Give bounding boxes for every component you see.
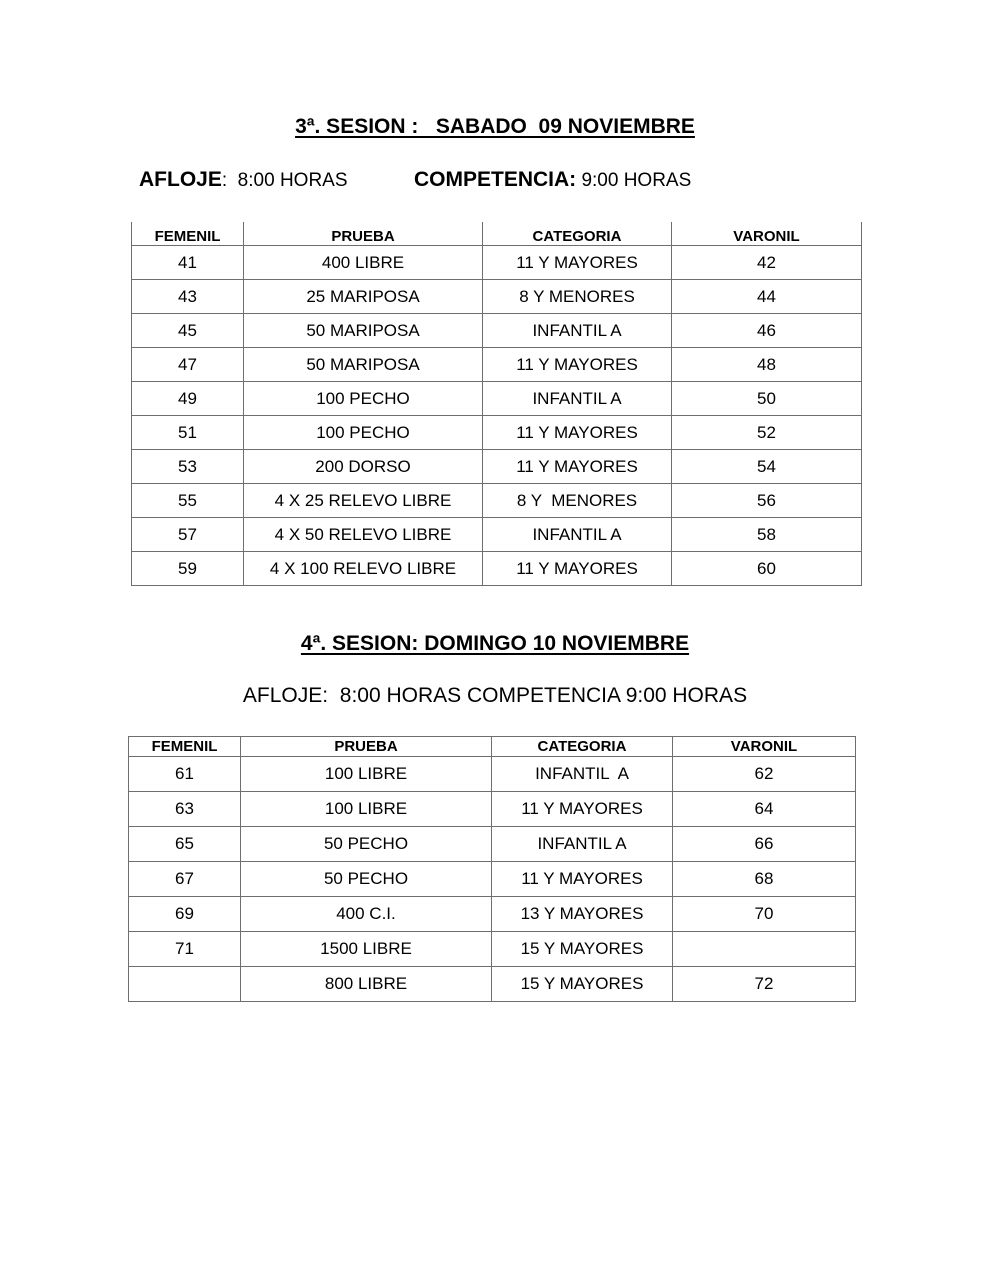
table-row bbox=[129, 792, 856, 827]
varonil-cell: 46 bbox=[672, 314, 862, 348]
femenil-cell: 67 bbox=[129, 862, 241, 897]
table-row bbox=[132, 552, 862, 586]
varonil-cell: 42 bbox=[672, 246, 862, 280]
header-prueba: PRUEBA bbox=[241, 737, 492, 757]
categoria-cell: 11 Y MAYORES bbox=[492, 792, 673, 827]
varonil-cell: 58 bbox=[672, 518, 862, 552]
prueba-cell: 4 X 50 RELEVO LIBRE bbox=[244, 518, 483, 552]
session-4-events-table bbox=[128, 736, 856, 1002]
femenil-cell: 53 bbox=[132, 450, 244, 484]
prueba-cell: 800 LIBRE bbox=[241, 967, 492, 1002]
table-row bbox=[129, 827, 856, 862]
varonil-cell: 56 bbox=[672, 484, 862, 518]
session-4-title: 4ª. SESION: DOMINGO 10 NOVIEMBRE bbox=[300, 632, 690, 655]
prueba-cell: 100 PECHO bbox=[244, 416, 483, 450]
prueba-cell: 1500 LIBRE bbox=[241, 932, 492, 967]
table-row bbox=[132, 450, 862, 484]
table-header-row bbox=[129, 737, 856, 757]
session-3-title: 3ª. SESION : SABADO 09 NOVIEMBRE bbox=[295, 115, 695, 138]
prueba-cell: 25 MARIPOSA bbox=[244, 280, 483, 314]
categoria-cell: INFANTIL A bbox=[483, 314, 672, 348]
varonil-cell: 44 bbox=[672, 280, 862, 314]
categoria-cell: INFANTIL A bbox=[492, 827, 673, 862]
header-varonil: VARONIL bbox=[672, 222, 862, 246]
varonil-cell: 52 bbox=[672, 416, 862, 450]
prueba-cell: 400 C.I. bbox=[241, 897, 492, 932]
femenil-cell: 61 bbox=[129, 757, 241, 792]
table-row bbox=[132, 348, 862, 382]
competencia-label: COMPETENCIA: bbox=[414, 168, 577, 191]
femenil-cell: 59 bbox=[132, 552, 244, 586]
session-3-competencia bbox=[414, 168, 691, 192]
afloje-label: AFLOJE bbox=[139, 168, 222, 191]
table-row bbox=[129, 862, 856, 897]
prueba-cell: 100 LIBRE bbox=[241, 757, 492, 792]
categoria-cell: 8 Y MENORES bbox=[483, 280, 672, 314]
femenil-cell: 51 bbox=[132, 416, 244, 450]
table-row bbox=[129, 932, 856, 967]
session-4-schedule: AFLOJE: 8:00 HORAS COMPETENCIA 9:00 HORAS bbox=[242, 684, 748, 707]
categoria-cell: 15 Y MAYORES bbox=[492, 932, 673, 967]
table-row bbox=[129, 757, 856, 792]
table-row bbox=[132, 314, 862, 348]
categoria-cell: 11 Y MAYORES bbox=[483, 246, 672, 280]
femenil-cell: 49 bbox=[132, 382, 244, 416]
femenil-cell: 41 bbox=[132, 246, 244, 280]
femenil-cell: 55 bbox=[132, 484, 244, 518]
categoria-cell: INFANTIL A bbox=[492, 757, 673, 792]
categoria-cell: 13 Y MAYORES bbox=[492, 897, 673, 932]
header-varonil: VARONIL bbox=[673, 737, 856, 757]
femenil-cell: 47 bbox=[132, 348, 244, 382]
table-row bbox=[132, 382, 862, 416]
session-3-events-table bbox=[131, 222, 862, 586]
femenil-cell bbox=[129, 967, 241, 1002]
varonil-cell: 60 bbox=[672, 552, 862, 586]
prueba-cell: 4 X 100 RELEVO LIBRE bbox=[244, 552, 483, 586]
table-row bbox=[129, 967, 856, 1002]
femenil-cell: 43 bbox=[132, 280, 244, 314]
varonil-cell: 64 bbox=[673, 792, 856, 827]
prueba-cell: 100 PECHO bbox=[244, 382, 483, 416]
varonil-cell: 72 bbox=[673, 967, 856, 1002]
varonil-cell: 62 bbox=[673, 757, 856, 792]
femenil-cell: 45 bbox=[132, 314, 244, 348]
categoria-cell: 11 Y MAYORES bbox=[483, 348, 672, 382]
prueba-cell: 50 PECHO bbox=[241, 827, 492, 862]
categoria-cell: INFANTIL A bbox=[483, 518, 672, 552]
prueba-cell: 4 X 25 RELEVO LIBRE bbox=[244, 484, 483, 518]
femenil-cell: 57 bbox=[132, 518, 244, 552]
session-3-afloje bbox=[139, 168, 348, 192]
categoria-cell: 11 Y MAYORES bbox=[492, 862, 673, 897]
categoria-cell: 11 Y MAYORES bbox=[483, 450, 672, 484]
prueba-cell: 50 MARIPOSA bbox=[244, 348, 483, 382]
varonil-cell: 70 bbox=[673, 897, 856, 932]
table-row bbox=[129, 897, 856, 932]
prueba-cell: 400 LIBRE bbox=[244, 246, 483, 280]
varonil-cell: 50 bbox=[672, 382, 862, 416]
prueba-cell: 100 LIBRE bbox=[241, 792, 492, 827]
prueba-cell: 50 MARIPOSA bbox=[244, 314, 483, 348]
varonil-cell: 68 bbox=[673, 862, 856, 897]
categoria-cell: 15 Y MAYORES bbox=[492, 967, 673, 1002]
categoria-cell: 11 Y MAYORES bbox=[483, 552, 672, 586]
table-row bbox=[132, 416, 862, 450]
afloje-time: : 8:00 HORAS bbox=[221, 170, 348, 191]
table-row bbox=[132, 280, 862, 314]
femenil-cell: 71 bbox=[129, 932, 241, 967]
table-header-row bbox=[132, 222, 862, 246]
table-row bbox=[132, 484, 862, 518]
varonil-cell: 48 bbox=[672, 348, 862, 382]
competencia-time: 9:00 HORAS bbox=[576, 170, 692, 191]
varonil-cell: 66 bbox=[673, 827, 856, 862]
femenil-cell: 69 bbox=[129, 897, 241, 932]
categoria-cell: 8 Y MENORES bbox=[483, 484, 672, 518]
header-categoria: CATEGORIA bbox=[492, 737, 673, 757]
prueba-cell: 50 PECHO bbox=[241, 862, 492, 897]
table-row bbox=[132, 246, 862, 280]
femenil-cell: 65 bbox=[129, 827, 241, 862]
header-femenil: FEMENIL bbox=[132, 222, 244, 246]
varonil-cell bbox=[673, 932, 856, 967]
header-femenil: FEMENIL bbox=[129, 737, 241, 757]
varonil-cell: 54 bbox=[672, 450, 862, 484]
header-prueba: PRUEBA bbox=[244, 222, 483, 246]
categoria-cell: 11 Y MAYORES bbox=[483, 416, 672, 450]
prueba-cell: 200 DORSO bbox=[244, 450, 483, 484]
header-categoria: CATEGORIA bbox=[483, 222, 672, 246]
categoria-cell: INFANTIL A bbox=[483, 382, 672, 416]
table-row bbox=[132, 518, 862, 552]
femenil-cell: 63 bbox=[129, 792, 241, 827]
